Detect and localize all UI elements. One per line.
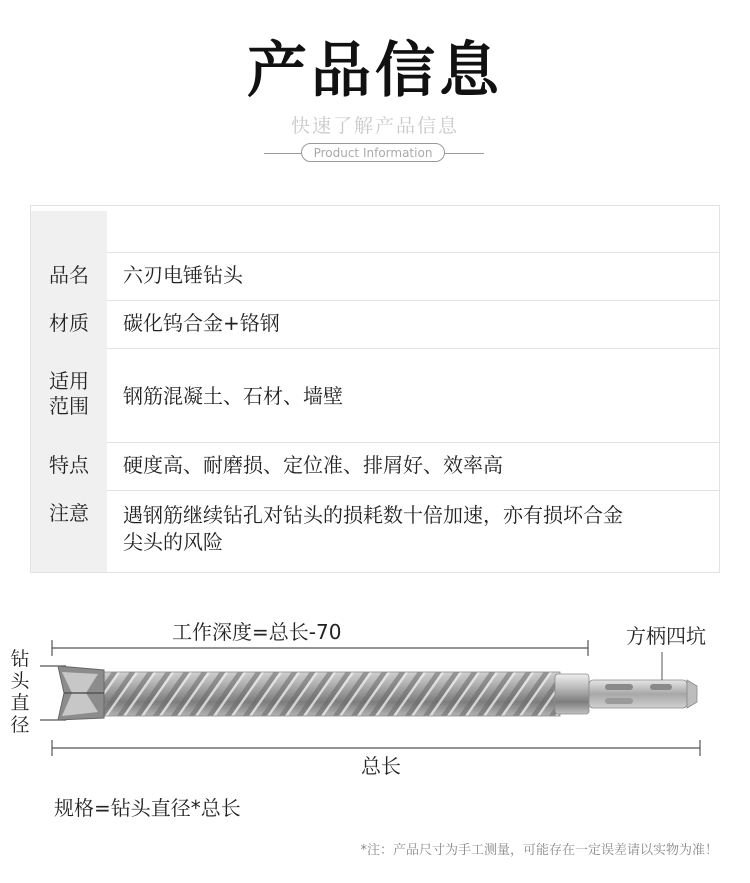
row-value-features: 硬度高、耐磨损、定位准、排屑好、效率高 bbox=[123, 453, 503, 477]
product-info-table bbox=[30, 205, 720, 573]
drill-flute-body bbox=[70, 672, 560, 716]
row-divider bbox=[107, 252, 719, 253]
row-value-caution bbox=[123, 502, 623, 556]
row-label-name: 品名 bbox=[49, 263, 89, 287]
row-label-scope bbox=[31, 369, 107, 419]
total-length-label: 总长 bbox=[361, 754, 401, 778]
drill-collar bbox=[555, 674, 589, 714]
subtitle-divider-left bbox=[264, 153, 304, 154]
subtitle-english-pill: Product Information bbox=[301, 143, 445, 162]
row-label-features: 特点 bbox=[49, 453, 89, 477]
spec-formula: 规格=钻头直径*总长 bbox=[54, 796, 241, 820]
row-divider bbox=[107, 348, 719, 349]
drill-diameter-char: 头 bbox=[10, 670, 30, 692]
row-value-caution-line1: 遇钢筋继续钻孔对钻头的损耗数十倍加速，亦有损坏合金 bbox=[123, 503, 623, 527]
drill-diameter-char: 径 bbox=[10, 714, 30, 736]
row-value-caution-line2: 尖头的风险 bbox=[123, 530, 223, 554]
row-value-name: 六刃电锤钻头 bbox=[123, 263, 243, 287]
drill-diameter-char: 钻 bbox=[10, 648, 30, 670]
shank-label: 方柄四坑 bbox=[626, 624, 706, 648]
row-label-material: 材质 bbox=[49, 311, 89, 335]
page-title: 产品信息 bbox=[247, 36, 503, 106]
measurement-footnote: *注：产品尺寸为手工测量，可能存在一定误差请以实物为准！ bbox=[360, 843, 718, 858]
drill-dimension-diagram bbox=[0, 600, 750, 800]
drill-shank bbox=[589, 680, 687, 708]
row-divider bbox=[107, 442, 719, 443]
subtitle-divider-right bbox=[442, 153, 484, 154]
row-value-scope: 钢筋混凝土、石材、墙壁 bbox=[123, 384, 343, 408]
page-subtitle: 快速了解产品信息 bbox=[290, 115, 459, 137]
drill-diameter-char: 直 bbox=[10, 692, 30, 714]
row-value-material: 碳化钨合金+铬钢 bbox=[123, 311, 280, 335]
working-depth-label: 工作深度=总长-70 bbox=[172, 620, 342, 644]
row-label-scope-line1: 适用 bbox=[49, 369, 89, 393]
row-label-scope-line2: 范围 bbox=[49, 394, 89, 418]
drill-diameter-label bbox=[8, 648, 32, 736]
row-divider bbox=[107, 300, 719, 301]
row-divider bbox=[107, 490, 719, 491]
row-label-caution: 注意 bbox=[49, 501, 89, 525]
